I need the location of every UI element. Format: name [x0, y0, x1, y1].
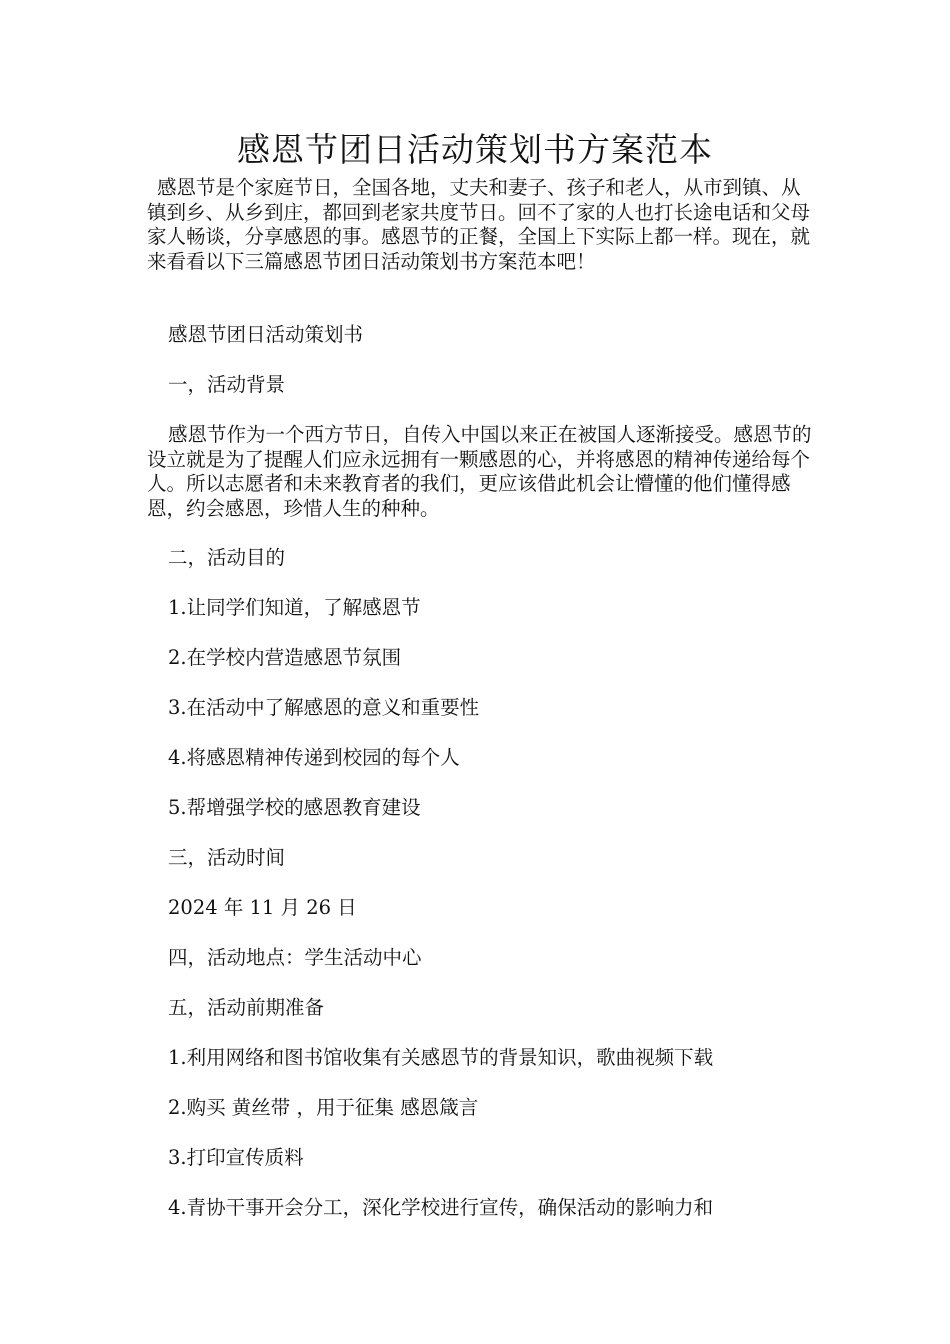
background-paragraph: 感恩节作为一个西方节日，自传入中国以来正在被国人逐渐接受。感恩节的设立就是为了提醒人们应永远拥有一颗感恩的心，并将感恩的精神传递给每个人。所以志愿者和未来教育者的我们，更应该借此机会让懵懂的他们懂得感恩，约会感恩，珍惜人生的种种。: [147, 423, 812, 520]
prep-item-2: 2.购买 黄丝带 ，用于征集 感恩箴言: [168, 1096, 479, 1119]
place-line: 四，活动地点：学生活动中心: [168, 946, 422, 969]
purpose-item-3: 3.在活动中了解感恩的意义和重要性: [168, 696, 480, 719]
purpose-heading: 二，活动目的: [168, 546, 286, 569]
time-value: 2024 年 11 月 26 日: [168, 896, 357, 919]
purpose-item-1: 1.让同学们知道，了解感恩节: [168, 596, 421, 619]
plan-subtitle: 感恩节团日活动策划书: [168, 323, 364, 346]
prep-item-1: 1.利用网络和图书馆收集有关感恩节的背景知识，歌曲视频下载: [168, 1046, 714, 1069]
background-heading: 一，活动背景: [168, 373, 286, 396]
time-heading: 三，活动时间: [168, 846, 286, 869]
purpose-item-4: 4.将感恩精神传递到校园的每个人: [168, 746, 460, 769]
purpose-item-2: 2.在学校内营造感恩节氛围: [168, 646, 402, 669]
prep-item-3: 3.打印宣传质料: [168, 1146, 304, 1169]
document-title: 感恩节团日活动策划书方案范本: [237, 130, 713, 169]
intro-paragraph: 感恩节是个家庭节日，全国各地，丈夫和妻子、孩子和老人，从市到镇、从镇到乡、从乡到庄，都回到老家共度节日。回不了家的人也打长途电话和父母家人畅谈，分享感恩的事。感恩节的正餐，全国上下实际上都一样。现在，就来看看以下三篇感恩节团日活动策划书方案范本吧！: [147, 176, 811, 273]
prep-item-4: 4.青协干事开会分工，深化学校进行宣传，确保活动的影响力和: [168, 1196, 714, 1219]
prep-heading: 五，活动前期准备: [168, 996, 325, 1019]
purpose-item-5: 5.帮增强学校的感恩教育建设: [168, 796, 421, 819]
